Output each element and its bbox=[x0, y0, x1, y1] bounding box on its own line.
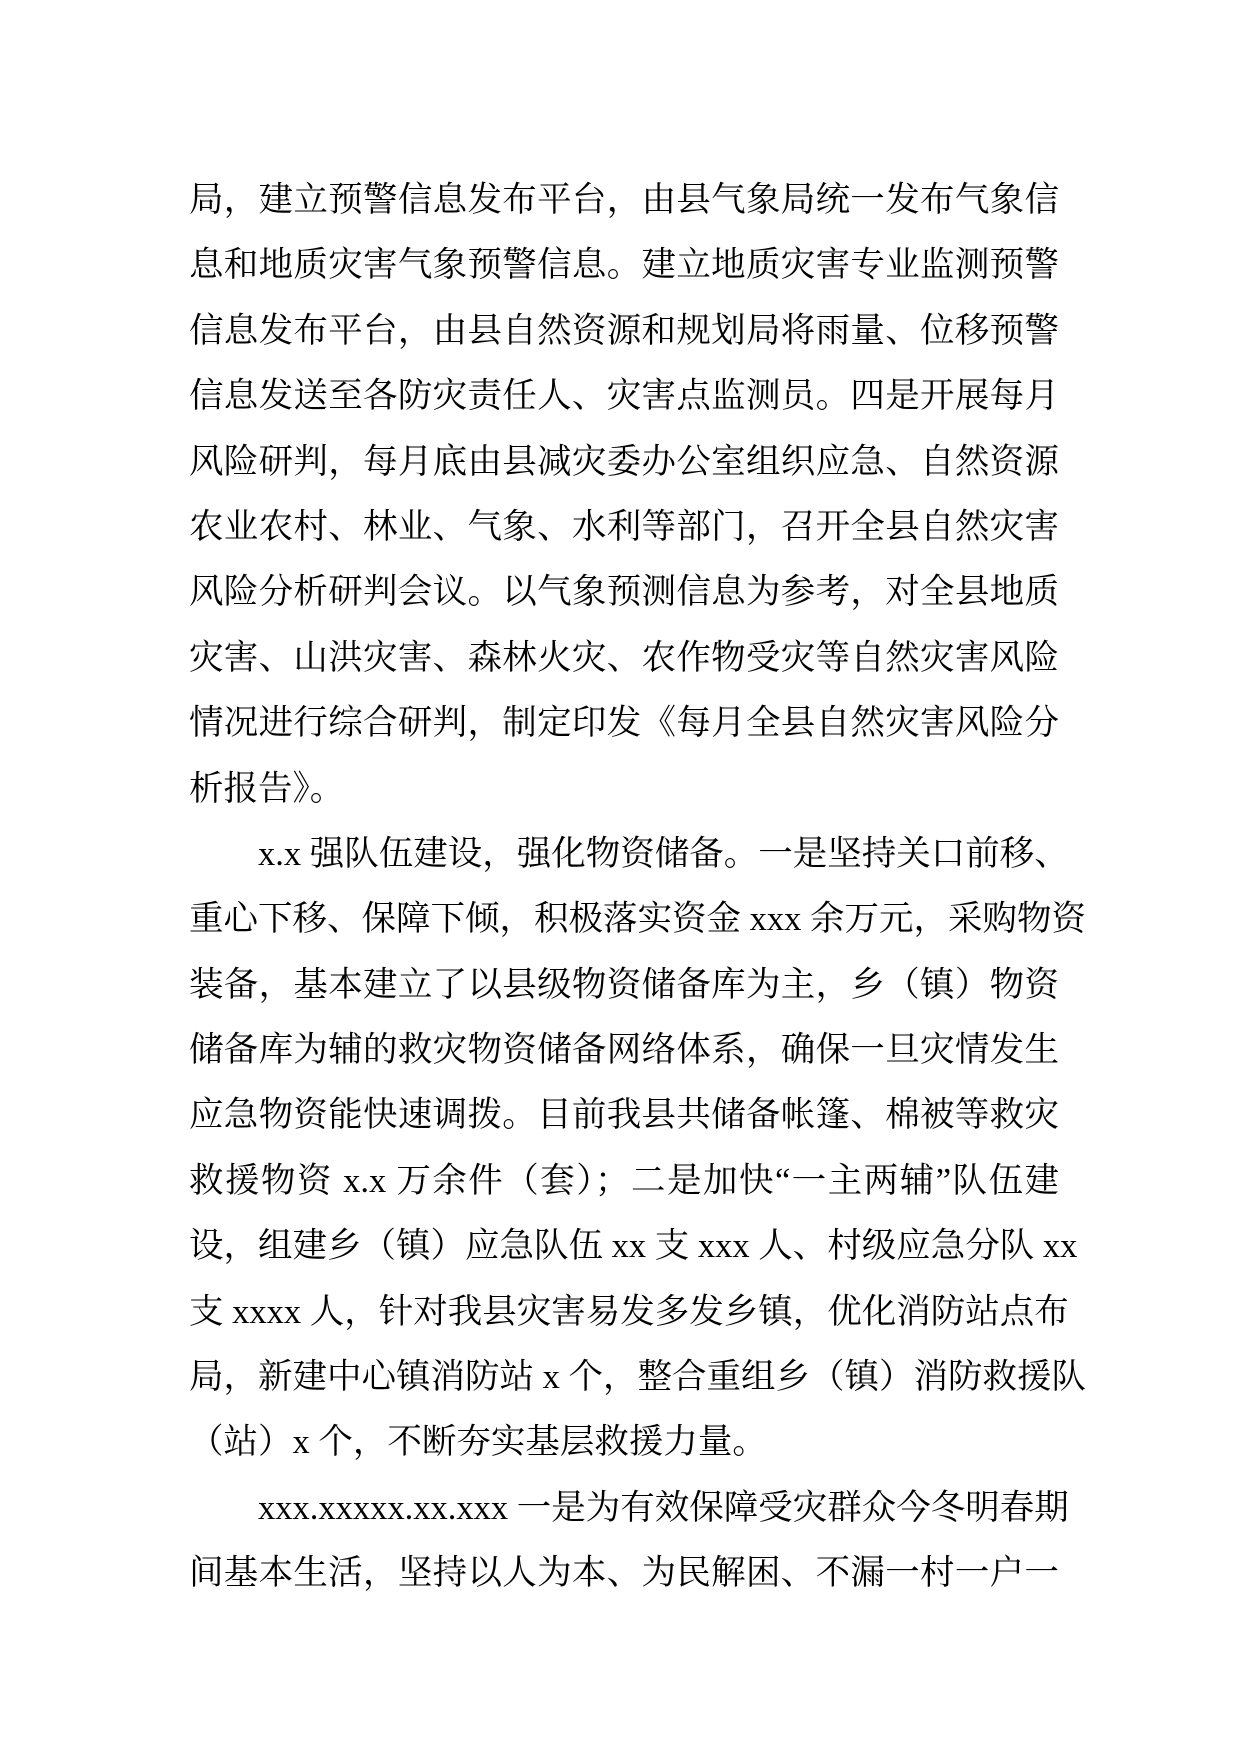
document-body bbox=[189, 168, 1086, 1607]
text-line: 信息发送至各防灾责任人、灾害点监测员。四是开展每月 bbox=[189, 377, 1059, 416]
text-line: xxx.xxxxx.xx.xxx 一是为有效保障受灾群众今冬明春期 bbox=[258, 1488, 1069, 1527]
text-line: 设，组建乡（镇）应急队伍 xx 支 xxx 人、村级应急分队 xx bbox=[189, 1227, 1078, 1266]
text-line: 支 xxxx 人，针对我县灾害易发多发乡镇，优化消防站点布 bbox=[189, 1292, 1069, 1331]
text-line: 间基本生活，坚持以人为本、为民解困、不漏一村一户一 bbox=[189, 1554, 1059, 1593]
text-line: 农业农村、林业、气象、水利等部门，召开全县自然灾害 bbox=[189, 507, 1059, 546]
text-line: 风险研判，每月底由县减灾委办公室组织应急、自然资源 bbox=[189, 442, 1059, 481]
text-line: 局，建立预警信息发布平台，由县气象局统一发布气象信 bbox=[189, 181, 1059, 219]
paragraph-risk-assessment bbox=[189, 168, 1059, 822]
text-line: 析报告》。 bbox=[189, 769, 345, 808]
text-line: 重心下移、保障下倾，积极落实资金 xxx 余万元，采购物资 bbox=[189, 900, 1086, 939]
text-line: 应急物资能快速调拨。目前我县共储备帐篷、棉被等救灾 bbox=[189, 1096, 1059, 1135]
text-line: 局，新建中心镇消防站 x 个，整合重组乡（镇）消防救援队 bbox=[189, 1358, 1086, 1397]
text-line: x.x 强队伍建设，强化物资储备。一是坚持关口前移、 bbox=[258, 834, 1069, 873]
paragraph-team-building bbox=[189, 822, 1086, 1476]
text-line: 储备库为辅的救灾物资储备网络体系，确保一旦灾情发生 bbox=[189, 1031, 1059, 1070]
text-line: 装备，基本建立了以县级物资储备库为主，乡（镇）物资 bbox=[189, 965, 1059, 1004]
text-line: 风险分析研判会议。以气象预测信息为参考，对全县地质 bbox=[189, 573, 1059, 612]
text-line: 息和地质灾害气象预警信息。建立地质灾害专业监测预警 bbox=[189, 246, 1059, 285]
text-line: 情况进行综合研判，制定印发《每月全县自然灾害风险分 bbox=[189, 704, 1059, 743]
text-line: （站）x 个，不断夯实基层救援力量。 bbox=[189, 1423, 767, 1462]
text-line: 信息发布平台，由县自然资源和规划局将雨量、位移预警 bbox=[189, 311, 1059, 350]
paragraph-relief bbox=[189, 1476, 1069, 1607]
text-line: 救援物资 x.x 万余件（套）；二是加快“一主两辅”队伍建 bbox=[189, 1161, 1059, 1200]
text-line: 灾害、山洪灾害、森林火灾、农作物受灾等自然灾害风险 bbox=[189, 638, 1059, 677]
